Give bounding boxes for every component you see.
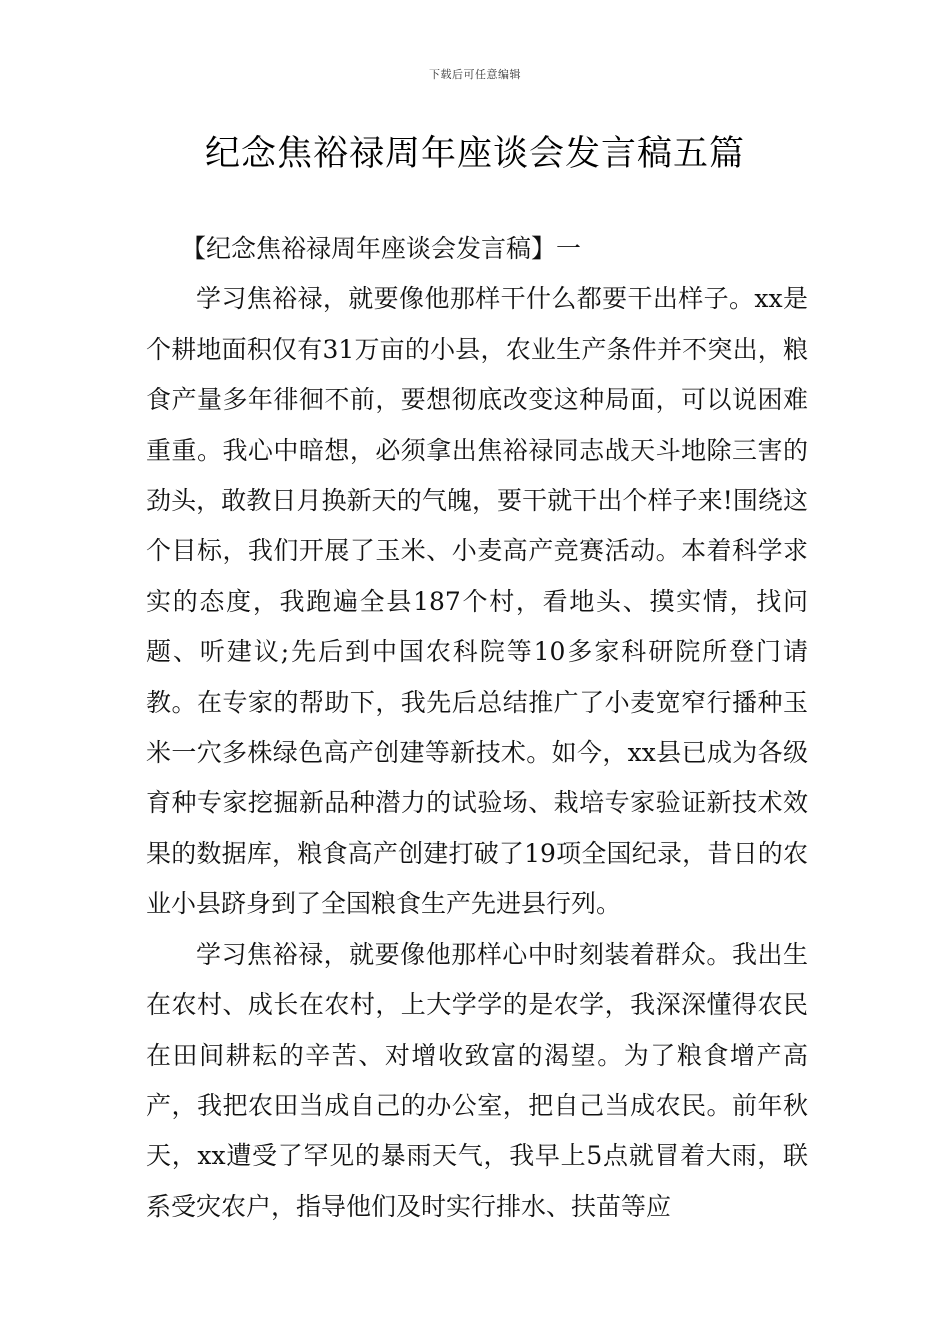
section-heading: 【纪念焦裕禄周年座谈会发言稿】一 bbox=[181, 234, 582, 263]
header-note: 下载后可任意编辑 bbox=[429, 68, 521, 81]
document-title: 纪念焦裕禄周年座谈会发言稿五篇 bbox=[204, 134, 745, 174]
paragraph-2: 学习焦裕禄，就要像他那样心中时刻装着群众。我出生在农村、成长在农村，上大学学的是农学，我深深懂得农民在田间耕耘的辛苦、对增收致富的渴望。为了粮食增产高产，我把农田当成自己的办公室，把自己当成农民。前年秋天，xx遭受了罕见的暴雨天气，我早上5点就冒着大雨，联系受灾农户，指导他们及时实行排水、扶苗等应 bbox=[146, 939, 808, 1221]
document-body bbox=[146, 224, 808, 1232]
paragraph-1: 学习焦裕禄，就要像他那样干什么都要干出样子。xx是个耕地面积仅有31万亩的小县，农业生产条件并不突出，粮食产量多年徘徊不前，要想彻底改变这种局面，可以说困难重重。我心中暗想，必须拿出焦裕禄同志战天斗地除三害的劲头，敢教日月换新天的气魄，要干就干出个样子来!围绕这个目标，我们开展了玉米、小麦高产竞赛活动。本着科学求实的态度，我跑遍全县187个村，看地头、摸实情，找问题、听建议;先后到中国农科院等10多家科研院所登门请教。在专家的帮助下，我先后总结推广了小麦宽窄行播种玉米一穴多株绿色高产创建等新技术。如今，xx县已成为各级育种专家挖掘新品种潜力的试验场、栽培专家验证新技术效果的数据库，粮食高产创建打破了19项全国纪录，昔日的农业小县跻身到了全国粮食生产先进县行列。 bbox=[146, 284, 808, 919]
